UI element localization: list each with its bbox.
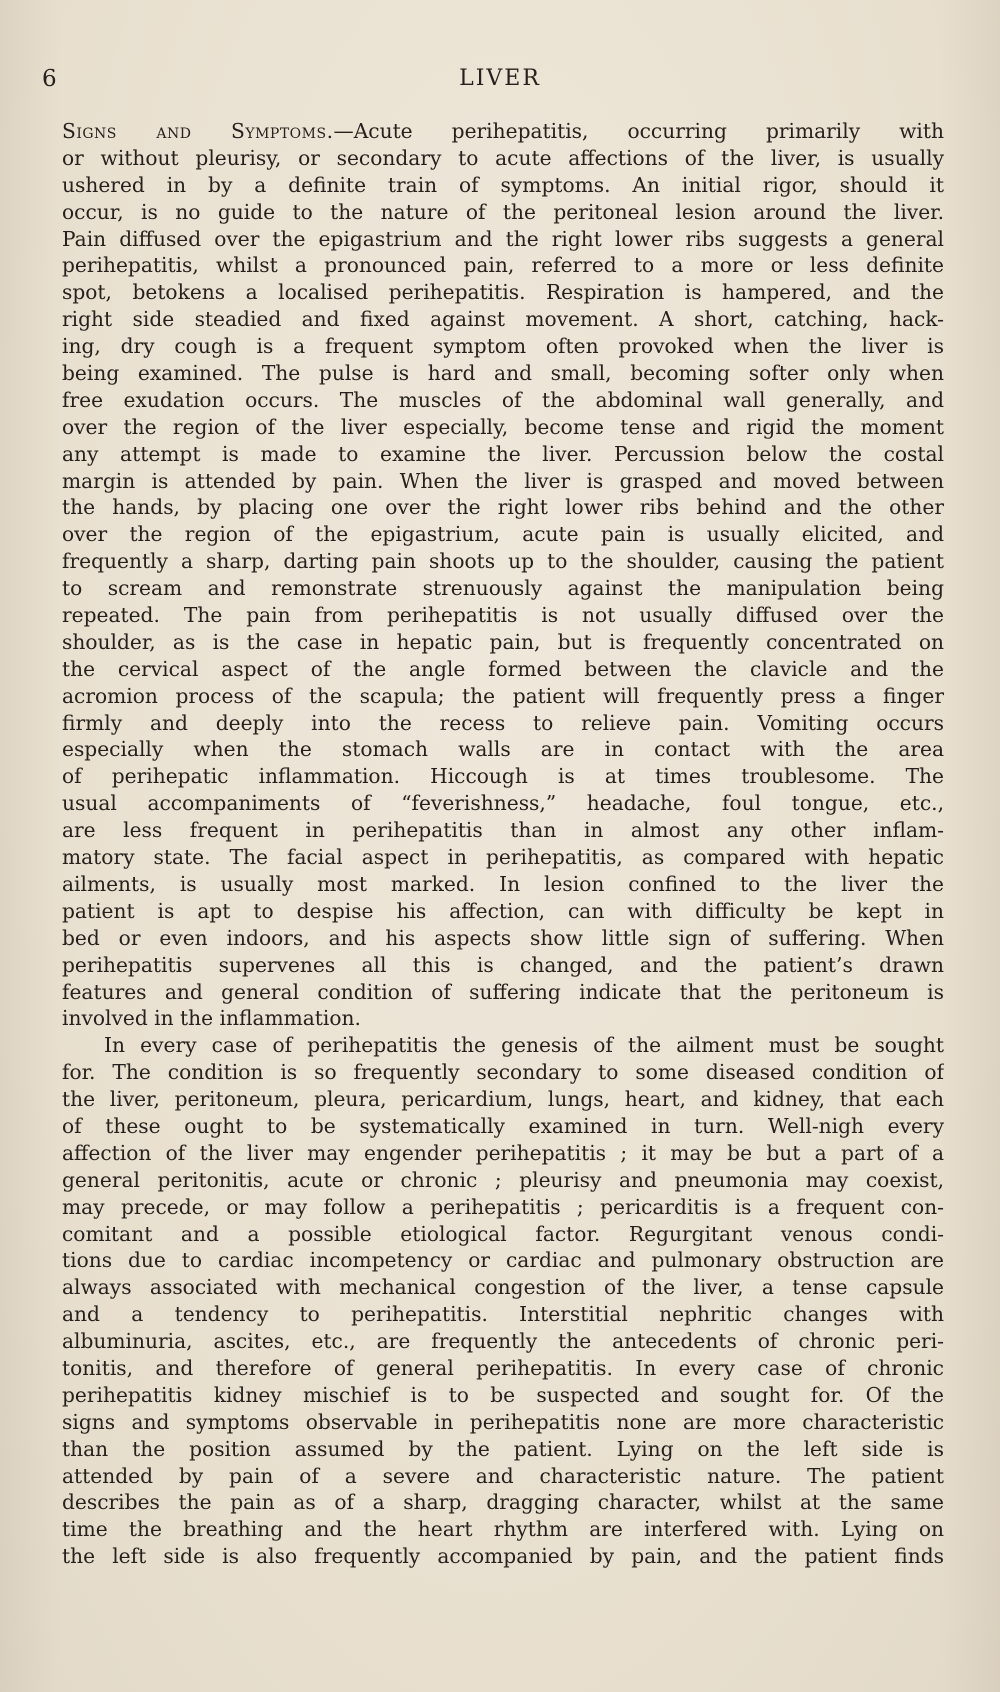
paragraph-1-line-34: involved in the inflammation. <box>62 1006 361 1031</box>
paragraph-1-line-6: perihepatitis, whilst a pronounced pain, referred to a more or less definite <box>62 253 944 278</box>
paragraph-1-line-24: especially when the stomach walls are in contact with the area <box>62 737 944 762</box>
paragraph-1-line-11: free exudation occurs. The muscles of the abdominal wall generally, and <box>62 387 944 412</box>
paragraph-1-line-33: features and general condition of suffering indicate that the peritoneum is <box>62 979 944 1004</box>
paragraph-2-line-16: than the position assumed by the patient. Lying on the left side is <box>62 1436 944 1461</box>
paragraph-1-line-3: ushered in by a definite train of symptoms. An initial rigor, should it <box>62 172 944 197</box>
paragraph-1-line-18: to scream and remonstrate strenuously against the manipulation being <box>62 576 944 601</box>
paragraph-2-line-4: of these ought to be systematically examined in turn. Well-nigh every <box>62 1113 944 1138</box>
paragraph-2-line-6: general peritonitis, acute or chronic ; pleurisy and pneumonia may coexist, <box>62 1167 944 1192</box>
paragraph-1-line-9: ing, dry cough is a frequent symptom often provoked when the liver is <box>62 334 944 359</box>
paragraph-2-line-2: for. The condition is so frequently secondary to some diseased condition of <box>62 1060 944 1085</box>
section-heading: Signs and Symptoms. <box>62 119 334 143</box>
paragraph-1-line-15: the hands, by placing one over the right lower ribs behind and the other <box>62 495 944 520</box>
paragraph-2-line-7: may precede, or may follow a perihepatitis ; pericarditis is a frequent con- <box>62 1194 944 1219</box>
paragraph-1-line-21: the cervical aspect of the angle formed between the clavicle and the <box>62 656 944 681</box>
paragraph-2-line-10: always associated with mechanical congestion of the liver, a tense capsule <box>62 1275 944 1300</box>
paragraph-2-line-17: attended by pain of a severe and characteristic nature. The patient <box>62 1463 944 1488</box>
paragraph-1-line-14: margin is attended by pain. When the liver is grasped and moved between <box>62 468 944 493</box>
paragraph-1-line-31: bed or even indoors, and his aspects show little sign of suffering. When <box>62 925 944 950</box>
paragraph-2-line-11: and a tendency to perihepatitis. Interstitial nephritic changes with <box>62 1302 944 1327</box>
paragraph-1-line-30: patient is apt to despise his affection, can with difficulty be kept in <box>62 898 944 923</box>
paragraph-2-line-14: perihepatitis kidney mischief is to be suspected and sought for. Of the <box>62 1382 944 1407</box>
paragraph-1-line-29: ailments, is usually most marked. In lesion confined to the liver the <box>62 871 944 896</box>
paragraph-1-line-25: of perihepatic inflammation. Hiccough is at times troublesome. The <box>62 764 944 789</box>
paragraph-2-line-12: albuminuria, ascites, etc., are frequently the antecedents of chronic peri- <box>62 1329 944 1354</box>
paragraph-1-line-7: spot, betokens a localised perihepatitis. Respiration is hampered, and the <box>62 280 944 305</box>
page-number: 6 <box>42 66 57 92</box>
paragraph-1-line-23: firmly and deeply into the recess to relieve pain. Vomiting occurs <box>62 710 944 735</box>
paragraph-1-line-26: usual accompaniments of “feverishness,” headache, foul tongue, etc., <box>62 791 944 816</box>
paragraph-1-line-20: shoulder, as is the case in hepatic pain, but is frequently concentrated on <box>62 629 944 654</box>
paragraph-1-line-12: over the region of the liver especially, become tense and rigid the moment <box>62 414 944 439</box>
paragraph-1-line-17: frequently a sharp, darting pain shoots up to the shoulder, causing the patient <box>62 549 944 574</box>
paragraph-2-line-13: tonitis, and therefore of general perihepatitis. In every case of chronic <box>62 1355 944 1380</box>
paragraph-1-line-8: right side steadied and fixed against movement. A short, catching, hack- <box>62 307 944 332</box>
paragraph-1-line-2: or without pleurisy, or secondary to acute affections of the liver, is usually <box>62 145 944 170</box>
paragraph-1-line-13: any attempt is made to examine the liver. Percussion below the costal <box>62 441 944 466</box>
paragraph-1-line-32: perihepatitis supervenes all this is changed, and the patient’s drawn <box>62 952 944 977</box>
paragraph-1-line-27: are less frequent in perihepatitis than in almost any other inflam- <box>62 818 944 843</box>
paragraph-2-line-3: the liver, peritoneum, pleura, pericardium, lungs, heart, and kidney, that each <box>62 1087 944 1112</box>
paragraph-2-line-15: signs and symptoms observable in perihepatitis none are more characteristic <box>62 1409 944 1434</box>
paragraph-2-line-8: comitant and a possible etiological factor. Regurgitant venous condi- <box>62 1221 944 1246</box>
paragraph-2-line-9: tions due to cardiac incompetency or cardiac and pulmonary obstruction are <box>62 1248 944 1273</box>
paragraph-2-line-20: the left side is also frequently accompanied by pain, and the patient finds <box>62 1544 944 1569</box>
paragraph-1-line-10: being examined. The pulse is hard and small, becoming softer only when <box>62 361 944 386</box>
paragraph-2-line-19: time the breathing and the heart rhythm are interfered with. Lying on <box>62 1517 944 1542</box>
paragraph-1-line-16: over the region of the epigastrium, acute pain is usually elicited, and <box>62 522 944 547</box>
paragraph-1-line-19: repeated. The pain from perihepatitis is not usually diffused over the <box>62 603 944 628</box>
running-header <box>42 64 958 94</box>
paragraph-1-line-4: occur, is no guide to the nature of the peritoneal lesion around the liver. <box>62 199 944 224</box>
paragraph-2-line-1: In every case of perihepatitis the genesis of the ailment must be sought <box>104 1033 944 1058</box>
text-line <box>62 118 944 145</box>
paragraph-2-line-5: affection of the liver may engender perihepatitis ; it may be but a part of a <box>62 1140 944 1165</box>
paragraph-2-line-18: describes the pain as of a sharp, dragging character, whilst at the same <box>62 1490 944 1515</box>
paragraph-1-line-1: —Acute perihepatitis, occurring primarily with <box>333 119 944 143</box>
paragraph-1-line-22: acromion process of the scapula; the patient will frequently press a finger <box>62 683 944 708</box>
paragraph-1-line-5: Pain diffused over the epigastrium and the right lower ribs suggests a general <box>62 226 944 251</box>
main-text <box>62 118 944 1570</box>
running-title: LIVER <box>459 66 541 91</box>
paragraph-1-line-28: matory state. The facial aspect in perihepatitis, as compared with hepatic <box>62 845 944 870</box>
